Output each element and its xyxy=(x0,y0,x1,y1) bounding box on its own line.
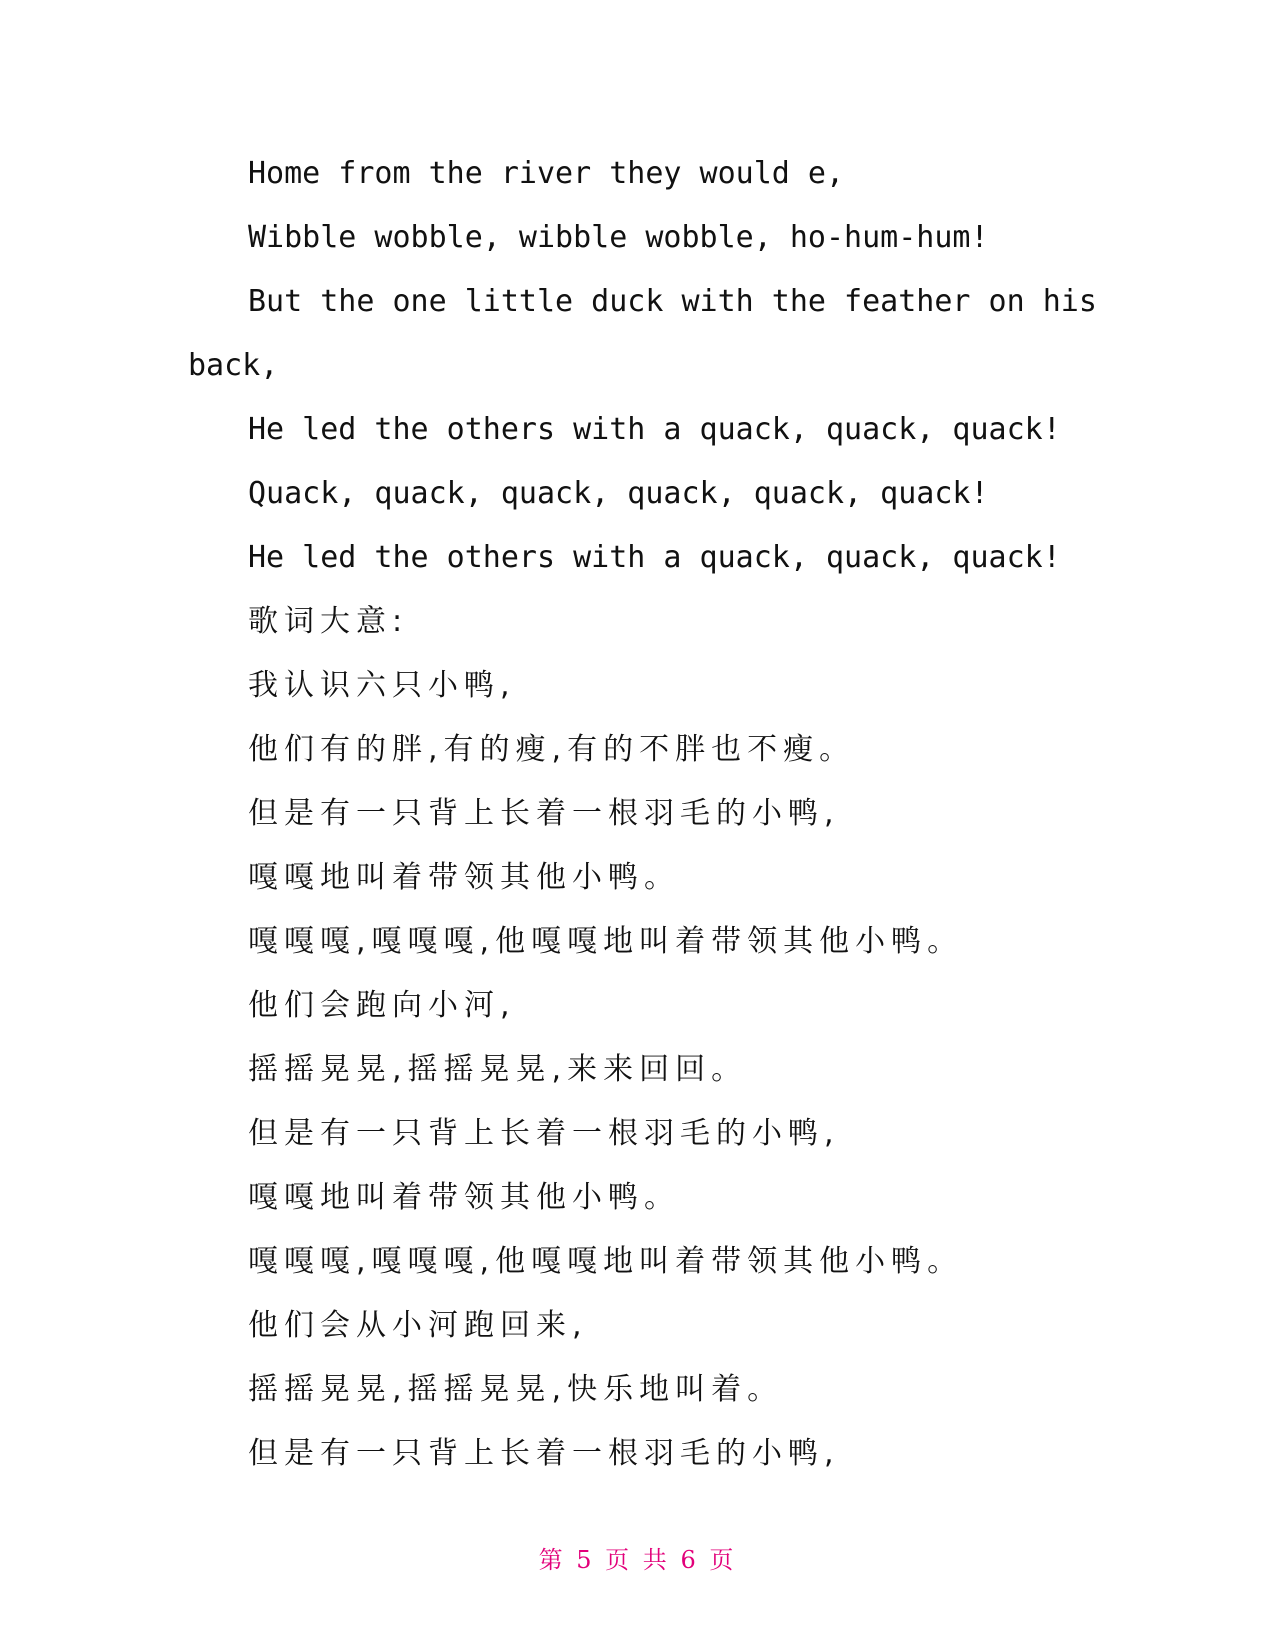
text-line: Wibble wobble, wibble wobble, ho-hum-hum! xyxy=(248,220,989,255)
text-line: Quack, quack, quack, quack, quack, quack! xyxy=(248,476,989,511)
page-body xyxy=(188,142,1097,1486)
text-line: 摇摇晃晃,摇摇晃晃,快乐地叫着。 xyxy=(248,1372,784,1407)
text-line: 他们会跑向小河, xyxy=(248,988,516,1023)
text-line: He led the others with a quack, quack, quack! xyxy=(248,540,1061,575)
lyrics-meaning-heading: 歌词大意: xyxy=(248,604,409,639)
page-number-footer: 第 5 页 共 6 页 xyxy=(538,1546,737,1574)
text-line: 嘎嘎嘎,嘎嘎嘎,他嘎嘎地叫着带领其他小鸭。 xyxy=(248,924,964,959)
text-line: 但是有一只背上长着一根羽毛的小鸭, xyxy=(248,796,840,831)
text-line: 他们会从小河跑回来, xyxy=(248,1308,588,1343)
text-line: 嘎嘎地叫着带领其他小鸭。 xyxy=(248,1180,680,1215)
text-line: 他们有的胖,有的瘦,有的不胖也不瘦。 xyxy=(248,732,856,767)
text-line: back, xyxy=(188,348,279,383)
text-line: 我认识六只小鸭, xyxy=(248,668,516,703)
text-line: 嘎嘎嘎,嘎嘎嘎,他嘎嘎地叫着带领其他小鸭。 xyxy=(248,1244,964,1279)
text-line: 但是有一只背上长着一根羽毛的小鸭, xyxy=(248,1116,840,1151)
text-line: 但是有一只背上长着一根羽毛的小鸭, xyxy=(248,1436,840,1471)
text-line: 摇摇晃晃,摇摇晃晃,来来回回。 xyxy=(248,1052,748,1087)
text-line: He led the others with a quack, quack, quack! xyxy=(248,412,1061,447)
text-line: But the one little duck with the feather on his xyxy=(248,284,1097,319)
text-line: 嘎嘎地叫着带领其他小鸭。 xyxy=(248,860,680,895)
text-line: Home from the river they would e, xyxy=(248,156,845,191)
